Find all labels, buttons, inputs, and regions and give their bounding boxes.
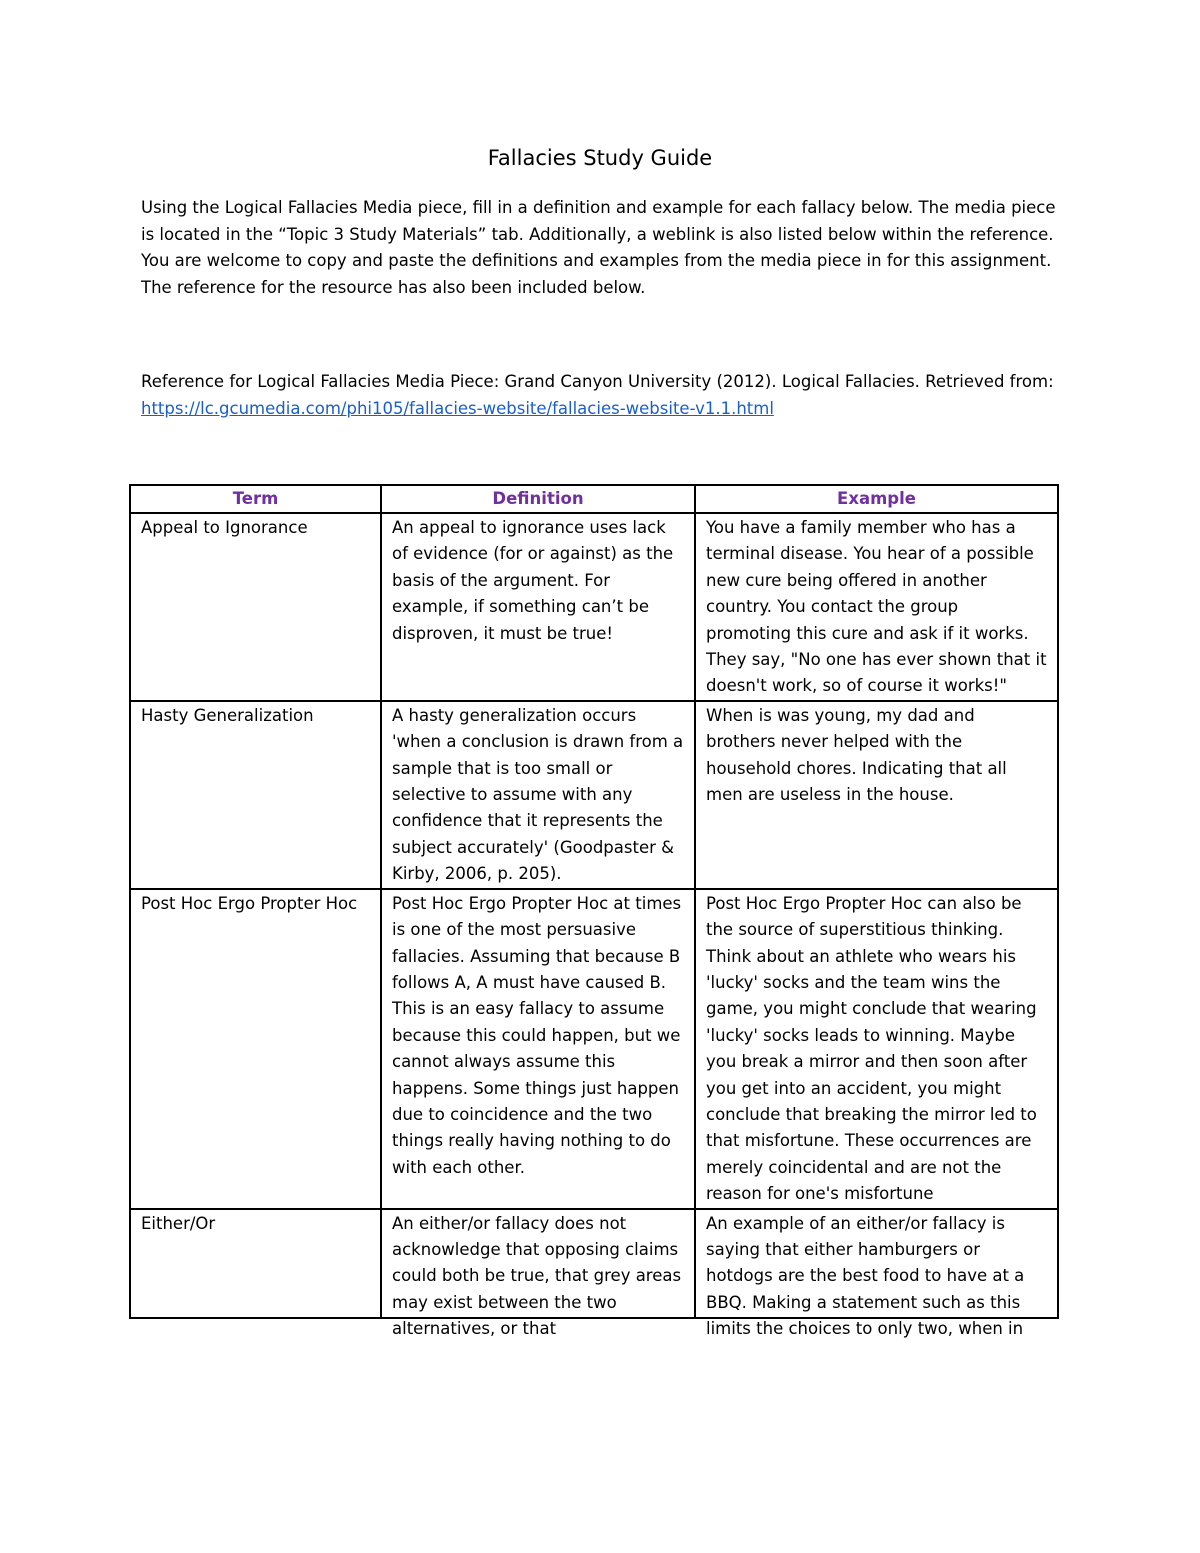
- table-row: [130, 889, 1058, 1209]
- intro-paragraph: Using the Logical Fallacies Media piece, fill in a definition and example for each fallacy below. The media piece is located in the “Topic 3 Study Materials” tab. Additionally, a weblink is also listed below within the reference. You are welcome to copy and paste the definitions and examples from the media piece in for this assignment. The reference for the resource has also been included below.: [141, 198, 1056, 297]
- definition-cell: A hasty generalization occurs 'when a conclusion is drawn from a sample that is too small or selective to assume with any confidence that it represents the subject accurately' (Goodpaster & Kirby, 2006, p. 205).: [381, 701, 695, 889]
- term-text: Either/Or: [141, 1213, 216, 1233]
- example-text: An example of an either/or fallacy is saying that either hamburgers or hotdogs are the best food to have at a BBQ. Making a statement such as this limits the choices to only two, when in: [706, 1213, 1025, 1339]
- term-cell: Hasty Generalization: [130, 701, 381, 889]
- example-cell: Post Hoc Ergo Propter Hoc can also be the source of superstitious thinking. Think about an athlete who wears his 'lucky' socks and the team wins the game, you might conclude that wearing 'lucky' socks leads to winning. Maybe you break a mirror and then soon after you get into an accident, you might conclude that breaking the mirror led to that misfortune. These occurrences are merely coincidental and are not the reason for one's misfortune: [695, 889, 1058, 1209]
- table-row: [130, 701, 1058, 889]
- example-cell: [695, 1209, 1058, 1339]
- term-cell: Appeal to Ignorance: [130, 513, 381, 701]
- fallacies-table: [129, 484, 1059, 1339]
- definition-cell: Post Hoc Ergo Propter Hoc at times is one of the most persuasive fallacies. Assuming that because B follows A, A must have caused B. This is an easy fallacy to assume because this could happen, but we cannot always assume this happens. Some things just happen due to coincidence and the two things really having nothing to do with each other.: [381, 889, 695, 1209]
- reference-link[interactable]: https://lc.gcumedia.com/phi105/fallacies-website/fallacies-website-v1.1.html: [141, 398, 774, 418]
- reference-paragraph: [141, 369, 1081, 422]
- table-row: [130, 513, 1058, 701]
- header-definition: Definition: [381, 485, 695, 513]
- reference-text: Reference for Logical Fallacies Media Piece: Grand Canyon University (2012). Logical Fallacies. Retrieved from:: [141, 372, 1054, 391]
- table-header-row: [130, 485, 1058, 513]
- document-title: Fallacies Study Guide: [487, 146, 713, 170]
- term-cell: Post Hoc Ergo Propter Hoc: [130, 889, 381, 1209]
- term-cell: [130, 1209, 381, 1318]
- header-term: Term: [130, 485, 381, 513]
- example-cell: You have a family member who has a terminal disease. You hear of a possible new cure being offered in another country. You contact the group promoting this cure and ask if it works. They say, "No one has ever shown that it doesn't work, so of course it works!": [695, 513, 1058, 701]
- header-example: Example: [695, 485, 1058, 513]
- definition-cell: An appeal to ignorance uses lack of evidence (for or against) as the basis of the argument. For example, if something can’t be disproven, it must be true!: [381, 513, 695, 701]
- definition-text: An either/or fallacy does not acknowledge that opposing claims could both be true, that grey areas may exist between the two alternatives, or that: [392, 1213, 682, 1339]
- definition-cell: [381, 1209, 695, 1339]
- table-row: [130, 1209, 1058, 1318]
- example-cell: When is was young, my dad and brothers never helped with the household chores. Indicating that all men are useless in the house.: [695, 701, 1058, 889]
